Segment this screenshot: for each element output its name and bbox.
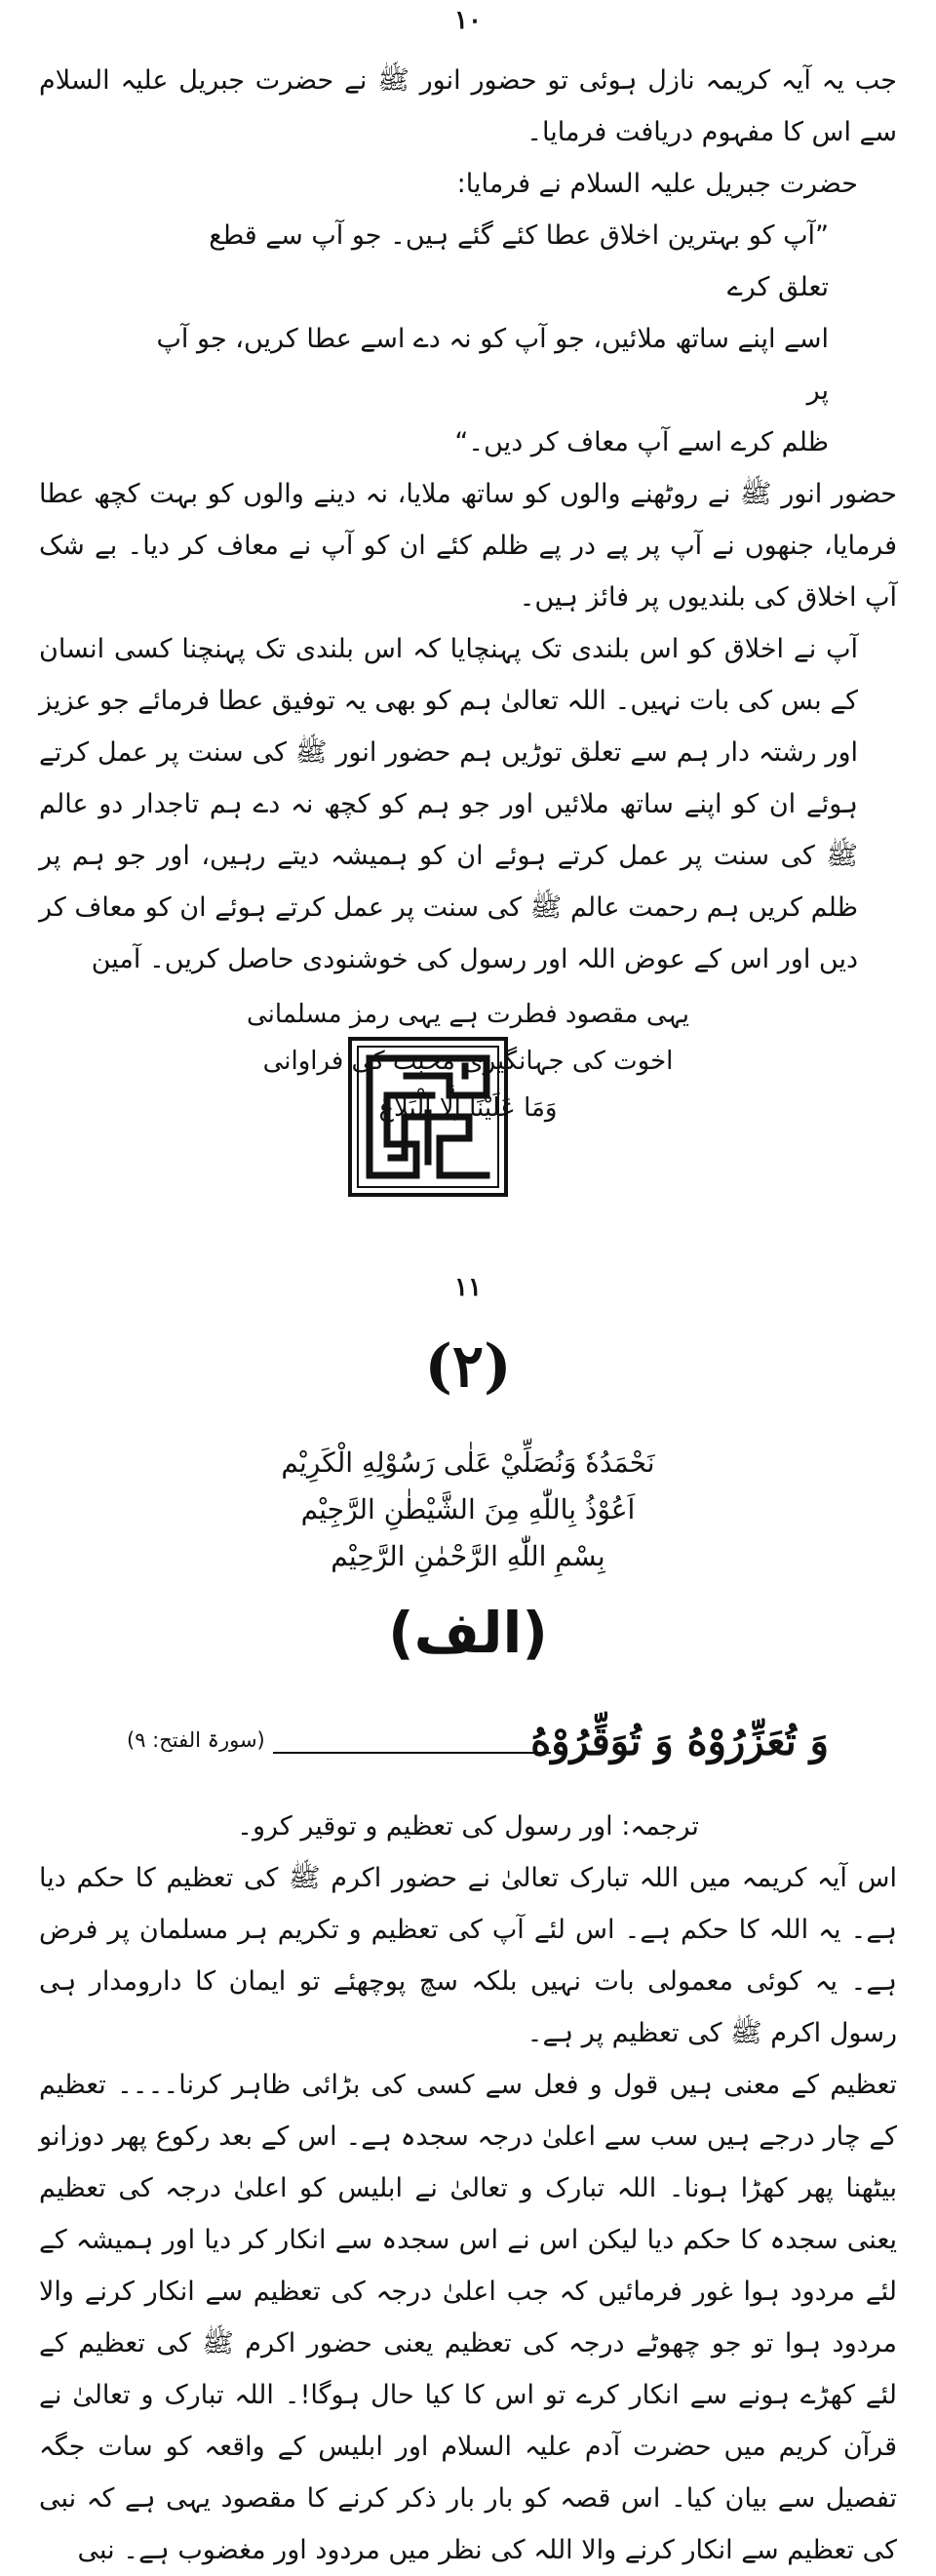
hadith-quote [39,210,897,468]
poem-line: اخوت کی جہانگیری محبت کی فراوانی [262,1047,674,1076]
section-heading: (الف) [388,1600,548,1666]
poem-line: یہی مقصود فطرت ہے یہی رمز مسلمانی [247,1000,689,1029]
invocation-hamd: نَحْمَدُهٗ وَنُصَلِّيْ عَلٰى رَسُوْلِهِ الْكَرِيْم [281,1447,655,1479]
paragraph-intro: جب یہ آیہ کریمہ نازل ہوئی تو حضور انور ﷺ نے حضرت جبریل علیہ السلام سے اس کا مفہوم دریافت فرمایا۔ [39,65,897,147]
calligraphy-emblem-icon [348,1037,508,1197]
paragraph-jibril: حضرت جبریل علیہ السلام نے فرمایا: [456,169,858,199]
invocation-taawwuz: اَعُوْذُ بِاللّٰهِ مِنَ الشَّيْطٰنِ الرَّجِيْم [300,1493,636,1526]
quote-line: اسے اپنے ساتھ ملائیں، جو آپ کو نہ دے اسے عطا کریں، جو آپ پر [156,324,829,406]
page-number-bottom: ۱۱ [454,1273,482,1302]
paragraph-command: اس آیہ کریمہ میں اللہ تبارک تعالیٰ نے حضور اکرم ﷺ کی تعظیم کا حکم دیا ہے۔ یہ اللہ کا حکم ہے۔ اس لئے آپ کی تعظیم و تکریم ہر مسلمان پر فرض ہے۔ یہ کوئی معمولی بات نہیں بلکہ سچ پوچھئے تو ایمان کا دارومدار ہی رسول اکرم ﷺ کی تعظیم پر ہے۔ [39,1863,897,2048]
paragraph-supplication: آپ نے اخلاق کو اس بلندی تک پہنچایا کہ اس بلندی تک پہنچنا کسی انسان کے بس کی بات نہیں۔ اللہ تعالیٰ ہم کو بھی یہ توفیق عطا فرمائے جو عزیز اور رشتہ دار ہم سے تعلق توڑیں ہم حضور انور ﷺ کی سنت پر عمل کرتے ہوئے ان کو اپنے ساتھ ملائیں اور جو ہم کو کچھ نہ دے ہم تاجدار دو عالم ﷺ کی سنت پر عمل کرتے ہوئے ان کو ہمیشہ دیتے رہیں، اور جو ہم پر ظلم کریں ہم رحمت عالم ﷺ کی سنت پر عمل کرتے ہوئے ان کو معاف کر دیں اور اس کے عوض اللہ اور رسول کی خوشنودی حاصل کریں۔ آمین [39,634,858,974]
quran-verse: وَ تُعَزِّرُوْهُ وَ تُوَقِّرُوْهُ [530,1719,829,1764]
page-number-top: ۱۰ [454,6,482,35]
paragraph-conduct: حضور انور ﷺ نے روٹھنے والوں کو ساتھ ملایا، نہ دینے والوں کو بہت کچھ عطا فرمایا، جنھوں نے آپ پر پے در پے ظلم کئے ان کو آپ نے معاف کر دیا۔ بے شک آپ اخلاق کی بلندیوں پر فائز ہیں۔ [39,479,897,613]
paragraph-degrees: تعظیم کے معنی ہیں قول و فعل سے کسی کی بڑائی ظاہر کرنا۔۔۔۔ تعظیم کے چار درجے ہیں سب سے اعلیٰ درجہ سجدہ ہے۔ اس کے بعد رکوع پھر دوزانو بیٹھنا پھر کھڑا ہونا۔ اللہ تبارک و تعالیٰ نے ابلیس کو اعلیٰ درجہ کی تعظیم یعنی سجدہ کا حکم دیا لیکن اس نے اس سجدہ سے انکار کر دیا اور ہمیشہ کے لئے مردود ہوا غور فرمائیں کہ جب اعلیٰ درجہ کی تعظیم سے انکار کرنے والا مردود ہوا تو جو چھوٹے درجہ کی تعظیم یعنی حضور اکرم ﷺ کی تعظیم کے لئے کھڑے ہونے سے انکار کرے تو اس کا کیا حال ہوگا!۔ اللہ تبارک و تعالیٰ نے قرآن کریم میں حضرت آدم علیہ السلام اور ابلیس کے واقعہ کو سات جگہ تفصیل سے بیان کیا۔ اس قصہ کو بار بار ذکر کرنے کا مقصود یہی ہے کہ نبی کی تعظیم سے انکار کرنے والا اللہ کی نظر میں مردود اور مغضوب ہے۔ نبی [39,2070,897,2565]
closing-phrase: وَمَا عَلَيْنَا اِلَّا الْبَلَاغ [378,1093,558,1123]
verse-line [127,1719,829,1777]
opening-invocations [39,1440,897,1580]
upper-page-text [39,55,897,1131]
quote-line: ”آپ کو بہترین اخلاق عطا کئے گئے ہیں۔ جو آپ سے قطع تعلق کرے [209,220,829,302]
chapter-number: (۲) [424,1332,512,1401]
verse-reference: (سورۃ الفتح: ۹) [127,1728,265,1752]
invocation-bismillah: بِسْمِ اللّٰهِ الرَّحْمٰنِ الرَّحِيْم [331,1540,605,1572]
translation: ترجمہ: اور رسول کی تعظیم و توقیر کرو۔ [237,1811,699,1842]
lower-page-text [39,1801,897,2576]
quote-line: ظلم کرے اسے آپ معاف کر دیں۔“ [454,427,829,457]
verse-separator-dash [273,1752,551,1754]
